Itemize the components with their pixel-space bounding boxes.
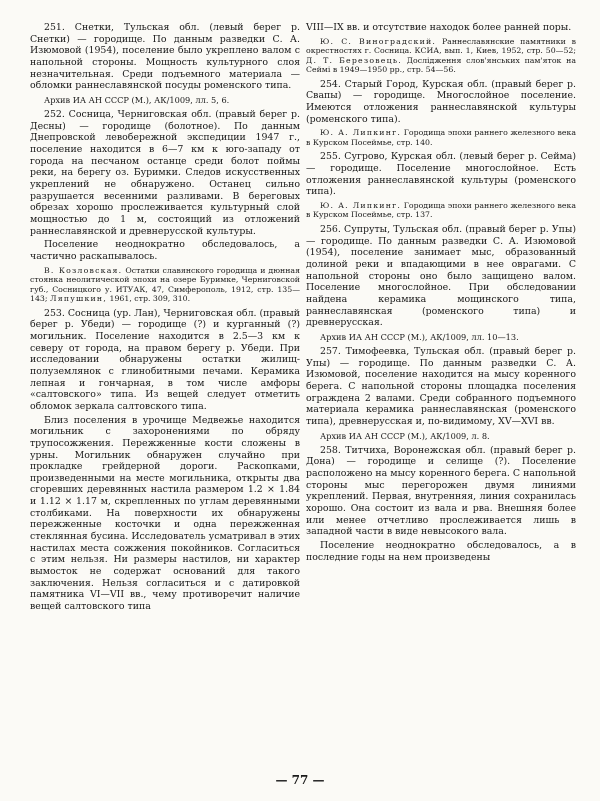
source-text: Остатки славянского городища и дюнная стоянка неолитической эпохи на озере Буримке, Черниговской губ., Сосницкого у. ИТУАК, 47, Симферополь, 1912, стр. 135—143;	[30, 265, 300, 304]
entry-256: 256. Супруты, Тульская обл. (правый берег р. Упы) — городище. По данным разведки С. А. Изюмовой (1954), поселение занимает мыс, образованный долиной реки и впадающими в нее оврагами. С напольной стороны оно было защищено валом. Поселение многослойное. При обследовании найдена керамика мощинского типа, раннеславянская (роменского типа) и древнерусская.	[306, 223, 576, 329]
entry-257-archive: Архив ИА АН СССР (М.), АК/1009, л. 8.	[320, 430, 490, 441]
entry-258: 258. Титчиха, Воронежская обл. (правый берег р. Дона) — городище и селище (?). Поселение расположено на мысу коренного берега. С напольной стороны мыс перегорожен двумя линиями укреплений. Первая, внутренняя, линия сохранилась хорошо. Она состоит из вала и рва. Внешняя более или менее отчетливо прослеживается лишь в западной части в виде невысокого вала.	[306, 444, 576, 538]
source-author: Ю. С. Виноградский.	[320, 36, 437, 46]
entry-251-archive: Архив ИА АН СССР (М.), АК/1009, лл. 5, 6.	[44, 94, 230, 105]
entry-253-more: Близ поселения в урочище Медвежье находится могильник с захоронениями по обряду трупосожжения. Пережженные кости сложены в урны. Могильник обнаружен случайно при прокладке грейдерной дороги. Раскопками, произведенными на месте могильника, открыты два сгоревших деревянных настила размером 1.2 × 1.84 и 1.12 × 1.17 м, скрепленных по углам деревянными столбиками. На поверхности их обнаружены пережженные косточки и одна пережженная стеклянная бусина. Исследователь усматривал в этих настилах места сожжения покойников. Согласиться с этим нельзя. Ни размеры настилов, ни характер вымосток не содержат оснований для такого заключения. Нельзя согласиться и с датировкой памятника VI—VII вв., чему противоречит наличие вещей салтовского типа	[30, 414, 300, 613]
source-author: Д. Т. Березовець.	[306, 55, 402, 65]
left-column	[30, 22, 300, 613]
entry-258-more: Поселение неоднократно обследовалось, а в последние годы на нем произведены	[306, 540, 576, 563]
source-text: Городища эпохи раннего железного века в Курском Посеймье, стр. 140.	[306, 128, 576, 147]
source-text: Раннеславянские памятники в окрестностях г. Сосница. КСИА, вып. 1, Киев, 1952, стр. 50—52;	[306, 36, 576, 56]
page-number: — 77 —	[275, 773, 325, 787]
source-text: Городища эпохи раннего железного века в Курском Посеймье, стр. 137.	[306, 200, 576, 220]
entry-253-sources	[306, 37, 576, 75]
source-author: Ляпушкин,	[50, 294, 108, 304]
entry-257: 257. Тимофеевка, Тульская обл. (правый берег р. Упы) — городище. По данным разведки С. А. Изюмовой, поселение находится на мысу коренного берега. С напольной стороны площадка поселения ограждена 2 валами. Среди собранного подъемного материала керамика раннеславянская (роменского типа), древнерусская и, по-видимому, XV—XVI вв.	[306, 345, 576, 427]
entry-253: 253. Сосница (ур. Лан), Черниговская обл. (правый берег р. Убеди) — городище (?) и курганный (?) могильник. Поселение находится в 2.5—3 км к северу от города, на правом берегу р. Убеди. При исследовании обнаружены остатки жилищ-полуземлянок с глинобитными печами. Керамика лепная и гончарная, в том числе амфоры «салтовского» типа. Из вещей следует отметить обломок зеркала салтовского типа.	[30, 307, 300, 412]
right-column	[306, 22, 576, 563]
source-text: 1961, стр. 309, 310.	[109, 294, 191, 304]
entry-252-source	[30, 266, 300, 304]
entry-254: 254. Старый Город, Курская обл. (правый берег р. Свапы) — городище. Многослойное поселение. Имеются отложения раннеславянской культуры (роменского типа).	[306, 78, 576, 125]
entry-254-source	[306, 128, 576, 147]
source-text: Дослiдження слов'янських пам'яток на Сеймi в 1949—1950 рр., стр. 54—56.	[306, 55, 576, 75]
entry-252: 252. Сосница, Черниговская обл. (правый берег р. Десны) — городище (болотное). По данным Днепровской левобережной экспедиции 1947 г., поселение находится в 6—7 км к юго-западу от города на песчаном останце среди болот поймы реки, на берегу оз. Буримки. Следов искусственных укреплений не обнаружено. Останец сильно разрушается весенними разливами. В береговых обрезах хорошо прослеживается культурный слой мощностью до 1 м, состоящий из отложений раннеславянской и древнерусской культуры.	[30, 109, 300, 237]
entry-255-source	[306, 201, 576, 220]
entry-255: 255. Сугрово, Курская обл. (левый берег р. Сейма) — городище. Поселение многослойное. Есть отложения раннеславянской культуры (роменского типа).	[306, 151, 576, 198]
entry-252-more: Поселение неоднократно обследовалось, а частично раскапывалось.	[30, 239, 300, 262]
source-author: В. Козловская.	[44, 265, 123, 275]
source-author: Ю. А. Липкинг.	[320, 128, 402, 138]
entry-256-archive: Архив ИА АН СССР (М.), АК/1009, лл. 10—13.	[320, 331, 519, 342]
source-author: Ю. А. Липкинг.	[320, 200, 402, 210]
entry-251: 251. Снетки, Тульская обл. (левый берег р. Снетки) — городище. По данным разведки С. А. Изюмовой (1954), поселение было укреплено валом с напольной стороны. Мощность культурного слоя незначительная. Среди подъемного материала — обломки раннеславянской посуды роменского типа.	[30, 22, 300, 92]
entry-253-tail: VIII—IX вв. и отсутствие находок более ранней поры.	[306, 22, 572, 33]
